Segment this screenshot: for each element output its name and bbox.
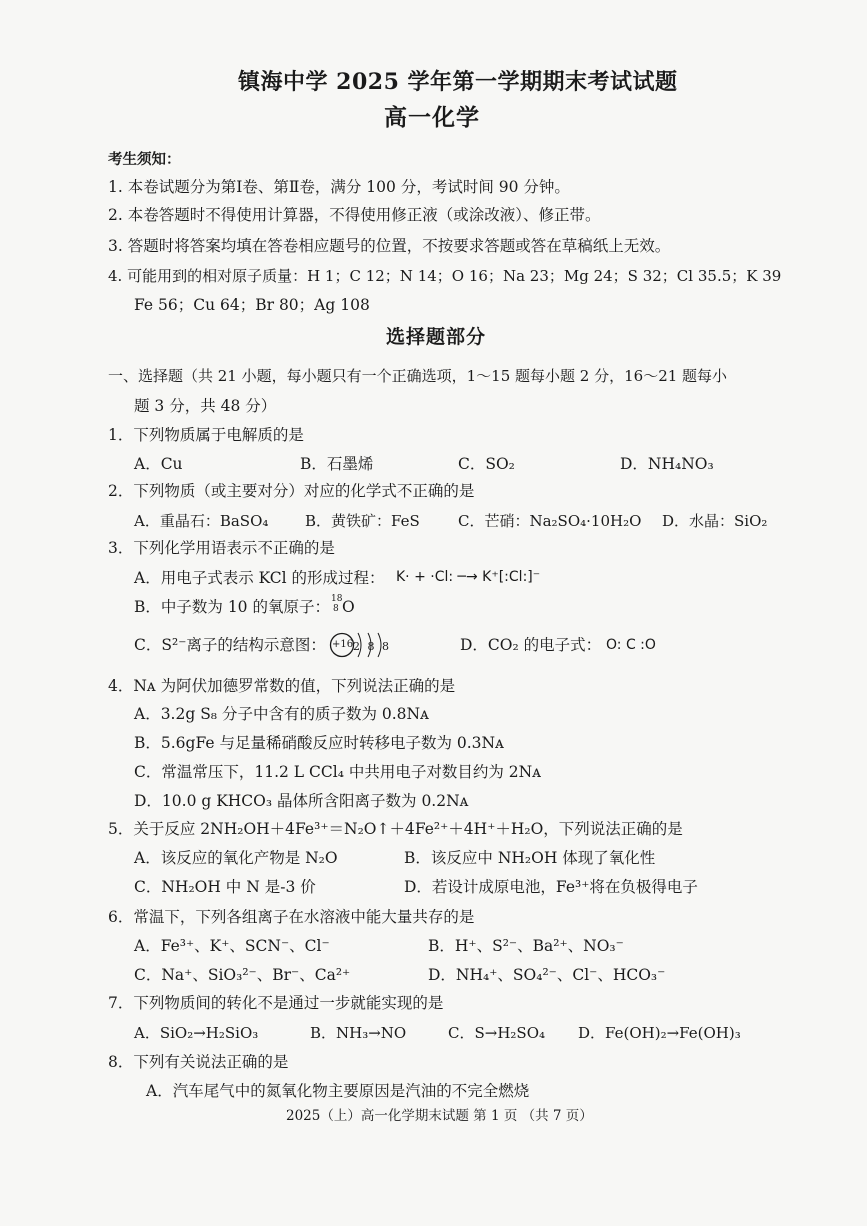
notice-item-3: 3. 答题时将答案均填在答卷相应题号的位置，不按要求答题或答在草稿纸上无效。: [108, 237, 671, 255]
q1-stem: 1．下列物质属于电解质的是: [108, 426, 304, 444]
oxygen-symbol: O: [342, 598, 355, 616]
q8-stem: 8．下列有关说法正确的是: [108, 1053, 289, 1071]
q3-option-a: A．用电子式表示 KCl 的形成过程：: [134, 569, 385, 587]
q1-option-d: D．NH₄NO₃: [620, 455, 714, 473]
notice-item-2: 2. 本卷答题时不得使用计算器，不得使用修正液（或涂改液）、修正带。: [108, 206, 601, 224]
q4-option-a: A．3.2g S₈ 分子中含有的质子数为 0.8Nᴀ: [134, 705, 429, 723]
q7-option-b: B．NH₃→NO: [310, 1024, 407, 1042]
q8-option-a: A．汽车尾气中的氮氧化物主要原因是汽油的不完全燃烧: [146, 1082, 530, 1100]
notice-heading: 考生须知：: [108, 151, 181, 168]
q7-option-a: A．SiO₂→H₂SiO₃: [134, 1024, 259, 1042]
q3-stem: 3．下列化学用语表示不正确的是: [108, 539, 335, 557]
q6-option-b: B．H⁺、S²⁻、Ba²⁺、NO₃⁻: [428, 937, 624, 955]
section-title: 选择题部分: [386, 326, 487, 348]
notice-item-4: 4. 可能用到的相对原子质量：H 1；C 12；N 14；O 16；Na 23；Mg 24；S 32；Cl 35.5；K 39: [108, 267, 782, 285]
q7-option-c: C．S→H₂SO₄: [448, 1024, 546, 1042]
notice-item-4-continued: Fe 56；Cu 64；Br 80；Ag 108: [134, 296, 370, 314]
q6-option-c: C．Na⁺、SiO₃²⁻、Br⁻、Ca²⁺: [134, 966, 351, 984]
sulfide-nucleus-charge: +16: [332, 639, 354, 650]
q3-option-a-formula: K· + ·Cl: ─→ K⁺[:Cl:]⁻: [396, 569, 541, 585]
q2-option-d: D．水晶：SiO₂: [662, 512, 768, 530]
q3-option-d: D．CO₂ 的电子式：: [460, 636, 602, 654]
q2-option-c: C．芒硝：Na₂SO₄·10H₂O: [458, 512, 642, 530]
page-footer: 2025（上）高一化学期末试题 第 1 页 （共 7 页）: [286, 1108, 593, 1124]
q2-option-b: B．黄铁矿：FeS: [305, 512, 420, 530]
q6-option-a: A．Fe³⁺、K⁺、SCN⁻、Cl⁻: [134, 937, 330, 955]
q2-option-a: A．重晶石：BaSO₄: [134, 512, 269, 530]
q5-option-b: B．该反应中 NH₂OH 体现了氧化性: [404, 849, 656, 867]
q1-option-c: C．SO₂: [458, 455, 515, 473]
q4-stem: 4．Nᴀ 为阿伏加德罗常数的值，下列说法正确的是: [108, 677, 456, 695]
exam-subtitle: 高一化学: [384, 104, 480, 131]
oxygen-atomic-number: 8: [333, 604, 339, 614]
q5-option-c: C．NH₂OH 中 N 是-3 价: [134, 878, 316, 896]
part1-heading-line1: 一、选择题（共 21 小题，每小题只有一个正确选项，1～15 题每小题 2 分，16～21 题每小: [108, 367, 728, 385]
q6-option-d: D．NH₄⁺、SO₄²⁻、Cl⁻、HCO₃⁻: [428, 966, 666, 984]
q4-option-c: C．常温常压下，11.2 L CCl₄ 中共用电子对数目约为 2Nᴀ: [134, 763, 541, 781]
q6-stem: 6．常温下，下列各组离子在水溶液中能大量共存的是: [108, 908, 475, 926]
q4-option-b: B．5.6gFe 与足量稀硝酸反应时转移电子数为 0.3Nᴀ: [134, 734, 504, 752]
q5-option-a: A．该反应的氧化产物是 N₂O: [134, 849, 338, 867]
part1-heading-line2: 题 3 分，共 48 分）: [134, 397, 277, 415]
oxygen-mass-number: 18: [331, 594, 343, 604]
q3-option-c: C．S²⁻离子的结构示意图：: [134, 636, 326, 654]
q1-option-b: B．石墨烯: [300, 455, 374, 473]
sulfide-electron-shells: 2 8 8: [353, 640, 391, 653]
q3-option-b: B．中子数为 10 的氧原子：: [134, 598, 330, 616]
q7-stem: 7．下列物质间的转化不是通过一步就能实现的是: [108, 994, 444, 1012]
q2-stem: 2．下列物质（或主要对分）对应的化学式不正确的是: [108, 482, 475, 500]
q7-option-d: D．Fe(OH)₂→Fe(OH)₃: [578, 1024, 741, 1042]
exam-title: 镇海中学 2025 学年第一学期期末考试试题: [238, 69, 678, 95]
notice-item-1: 1. 本卷试题分为第Ⅰ卷、第Ⅱ卷，满分 100 分，考试时间 90 分钟。: [108, 178, 570, 196]
q5-option-d: D．若设计成原电池，Fe³⁺将在负极得电子: [404, 878, 698, 896]
q4-option-d: D．10.0 g KHCO₃ 晶体所含阳离子数为 0.2Nᴀ: [134, 792, 469, 810]
q1-option-a: A．Cu: [134, 455, 183, 473]
co2-electron-formula: O: C :O: [606, 637, 656, 653]
q5-stem: 5．关于反应 2NH₂OH＋4Fe³⁺＝N₂O↑＋4Fe²⁺＋4H⁺＋H₂O，下列说法正确的是: [108, 820, 683, 838]
